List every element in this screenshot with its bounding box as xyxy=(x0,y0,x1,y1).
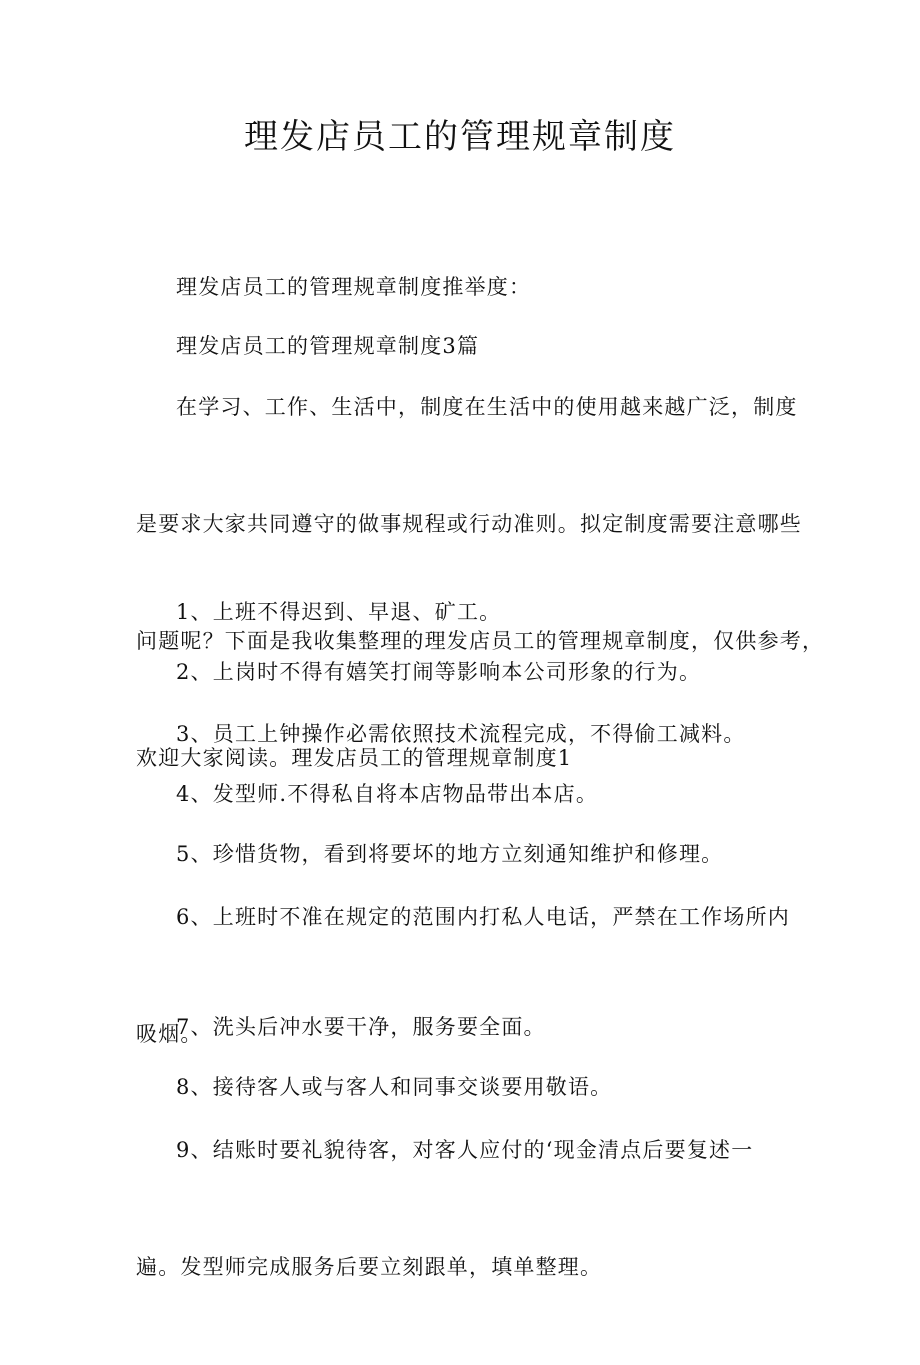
paragraph-line: 6、上班时不准在规定的范围内打私人电话，严禁在工作场所内 xyxy=(176,905,790,929)
paragraph-line: 遍。发型师完成服务后要立刻跟单，填单整理。 xyxy=(136,1255,603,1279)
paragraph-line: 理发店员工的管理规章制度推举度： xyxy=(176,275,532,299)
paragraph-line: 7、洗头后冲水要干净，服务要全面。 xyxy=(176,1015,546,1039)
paragraph-line: 9、结账时要礼貌待客，对客人应付的‘现金清点后要复述一 xyxy=(176,1138,754,1162)
paragraph-line: 问题呢？下面是我收集整理的理发店员工的管理规章制度，仅供参考， xyxy=(136,629,825,653)
rule-item-9 xyxy=(136,1053,836,1365)
paragraph-line: 4、发型师.不得私自将本店物品带出本店。 xyxy=(176,782,599,806)
paragraph-line: 8、接待客人或与客人和同事交谈要用敬语。 xyxy=(176,1075,613,1099)
paragraph-line: 欢迎大家阅读。理发店员工的管理规章制度1 xyxy=(136,746,573,770)
paragraph-line: 理发店员工的管理规章制度3篇 xyxy=(176,334,480,358)
paragraph-line: 2、上岗时不得有嬉笑打闹等影响本公司形象的行为。 xyxy=(176,660,702,684)
paragraph-line: 1、上班不得迟到、早退、矿工。 xyxy=(176,600,502,624)
paragraph-line: 是要求大家共同遵守的做事规程或行动准则。拟定制度需要注意哪些 xyxy=(136,512,802,536)
paragraph-line: 5、珍惜货物，看到将要坏的地方立刻通知维护和修理。 xyxy=(176,842,724,866)
paragraph-line: 吸烟。 xyxy=(136,1022,203,1046)
document-title: 理发店员工的管理规章制度 xyxy=(244,117,676,157)
paragraph-line: 3、员工上钟操作必需依照技术流程完成，不得偷工减料。 xyxy=(176,722,746,746)
paragraph-line: 在学习、工作、生活中，制度在生活中的使用越来越广泛，制度 xyxy=(176,395,798,419)
